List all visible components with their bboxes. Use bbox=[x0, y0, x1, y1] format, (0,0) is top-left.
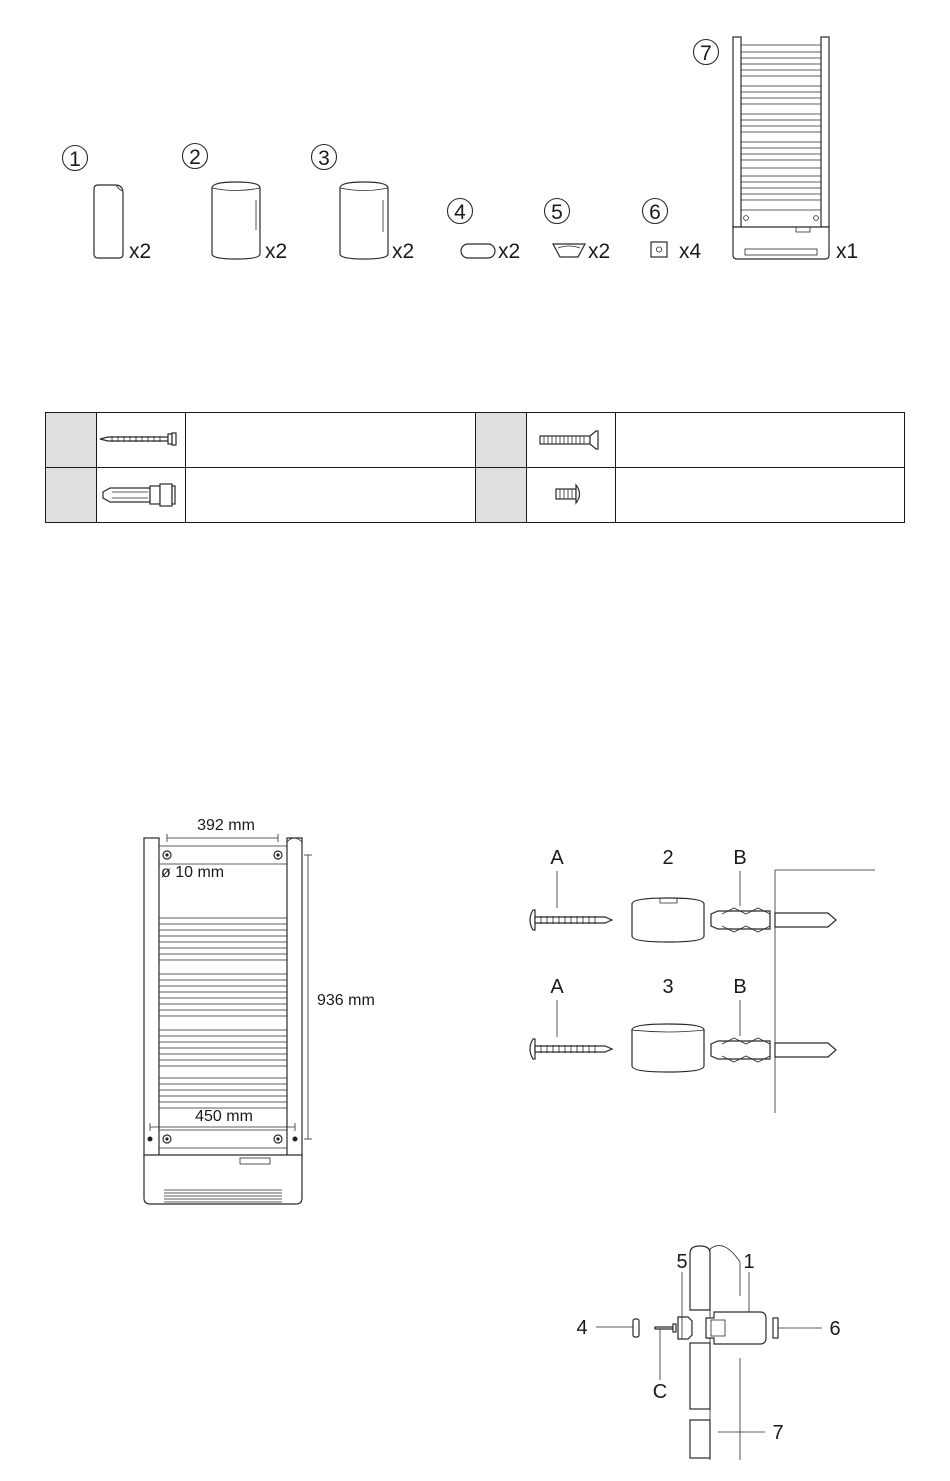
bracket-label-4: 4 bbox=[576, 1317, 588, 1339]
part-3-qty: x2 bbox=[392, 240, 415, 263]
part-5-qty: x2 bbox=[588, 240, 611, 263]
part-3-number: 3 bbox=[318, 147, 330, 170]
bracket-label-6: 6 bbox=[829, 1318, 841, 1340]
table-row bbox=[46, 413, 905, 468]
screw-label-a-2: A bbox=[550, 976, 564, 998]
bottom-spacing-label: 450 mm bbox=[195, 1108, 253, 1125]
table-description-cell bbox=[186, 413, 476, 468]
part-6-qty: x4 bbox=[679, 240, 702, 263]
top-spacing-label: 392 mm bbox=[197, 817, 255, 834]
table-icon-cell bbox=[97, 468, 186, 523]
table-key-cell bbox=[475, 468, 526, 523]
screw-label-a-1: A bbox=[550, 847, 564, 869]
bracket-label-1: 1 bbox=[743, 1251, 755, 1273]
part-1-qty: x2 bbox=[129, 240, 152, 263]
wall-mount-diagram bbox=[530, 847, 875, 1113]
spacer-label-3: 3 bbox=[662, 976, 674, 998]
table-icon-cell bbox=[526, 468, 615, 523]
part-2-number: 2 bbox=[189, 146, 201, 169]
bracket-label-c: C bbox=[652, 1381, 668, 1403]
part-4-qty: x2 bbox=[498, 240, 521, 263]
hole-diameter-label: ø 10 mm bbox=[161, 864, 225, 881]
part-4 bbox=[448, 199, 521, 264]
spacer-label-2: 2 bbox=[662, 847, 674, 869]
table-icon-cell bbox=[526, 413, 615, 468]
part-4-number: 4 bbox=[454, 201, 466, 224]
part-7 bbox=[694, 37, 859, 263]
bracket-detail-diagram bbox=[576, 1246, 840, 1460]
plug-label-b-1: B bbox=[733, 847, 747, 869]
table-icon-cell bbox=[97, 413, 186, 468]
part-2-qty: x2 bbox=[265, 240, 288, 263]
bracket-label-5: 5 bbox=[676, 1251, 688, 1273]
part-1-number: 1 bbox=[69, 148, 81, 171]
table-key-cell bbox=[46, 413, 97, 468]
bracket-label-7: 7 bbox=[772, 1422, 784, 1444]
hardware-table bbox=[45, 412, 905, 523]
table-row bbox=[46, 468, 905, 523]
part-5-number: 5 bbox=[551, 201, 563, 224]
table-description-cell bbox=[615, 468, 905, 523]
table-key-cell bbox=[475, 413, 526, 468]
part-1 bbox=[63, 146, 152, 264]
radiator-dimension-diagram bbox=[144, 817, 375, 1204]
plug-label-b-2: B bbox=[733, 976, 747, 998]
part-6 bbox=[643, 199, 702, 264]
part-3 bbox=[312, 145, 415, 264]
part-7-qty: x1 bbox=[836, 240, 859, 263]
table-description-cell bbox=[615, 413, 905, 468]
height-label: 936 mm bbox=[317, 992, 375, 1009]
part-6-number: 6 bbox=[649, 201, 661, 224]
table-key-cell bbox=[46, 468, 97, 523]
part-5 bbox=[545, 199, 611, 264]
part-2 bbox=[183, 144, 288, 264]
table-description-cell bbox=[186, 468, 476, 523]
part-7-number: 7 bbox=[700, 42, 712, 65]
